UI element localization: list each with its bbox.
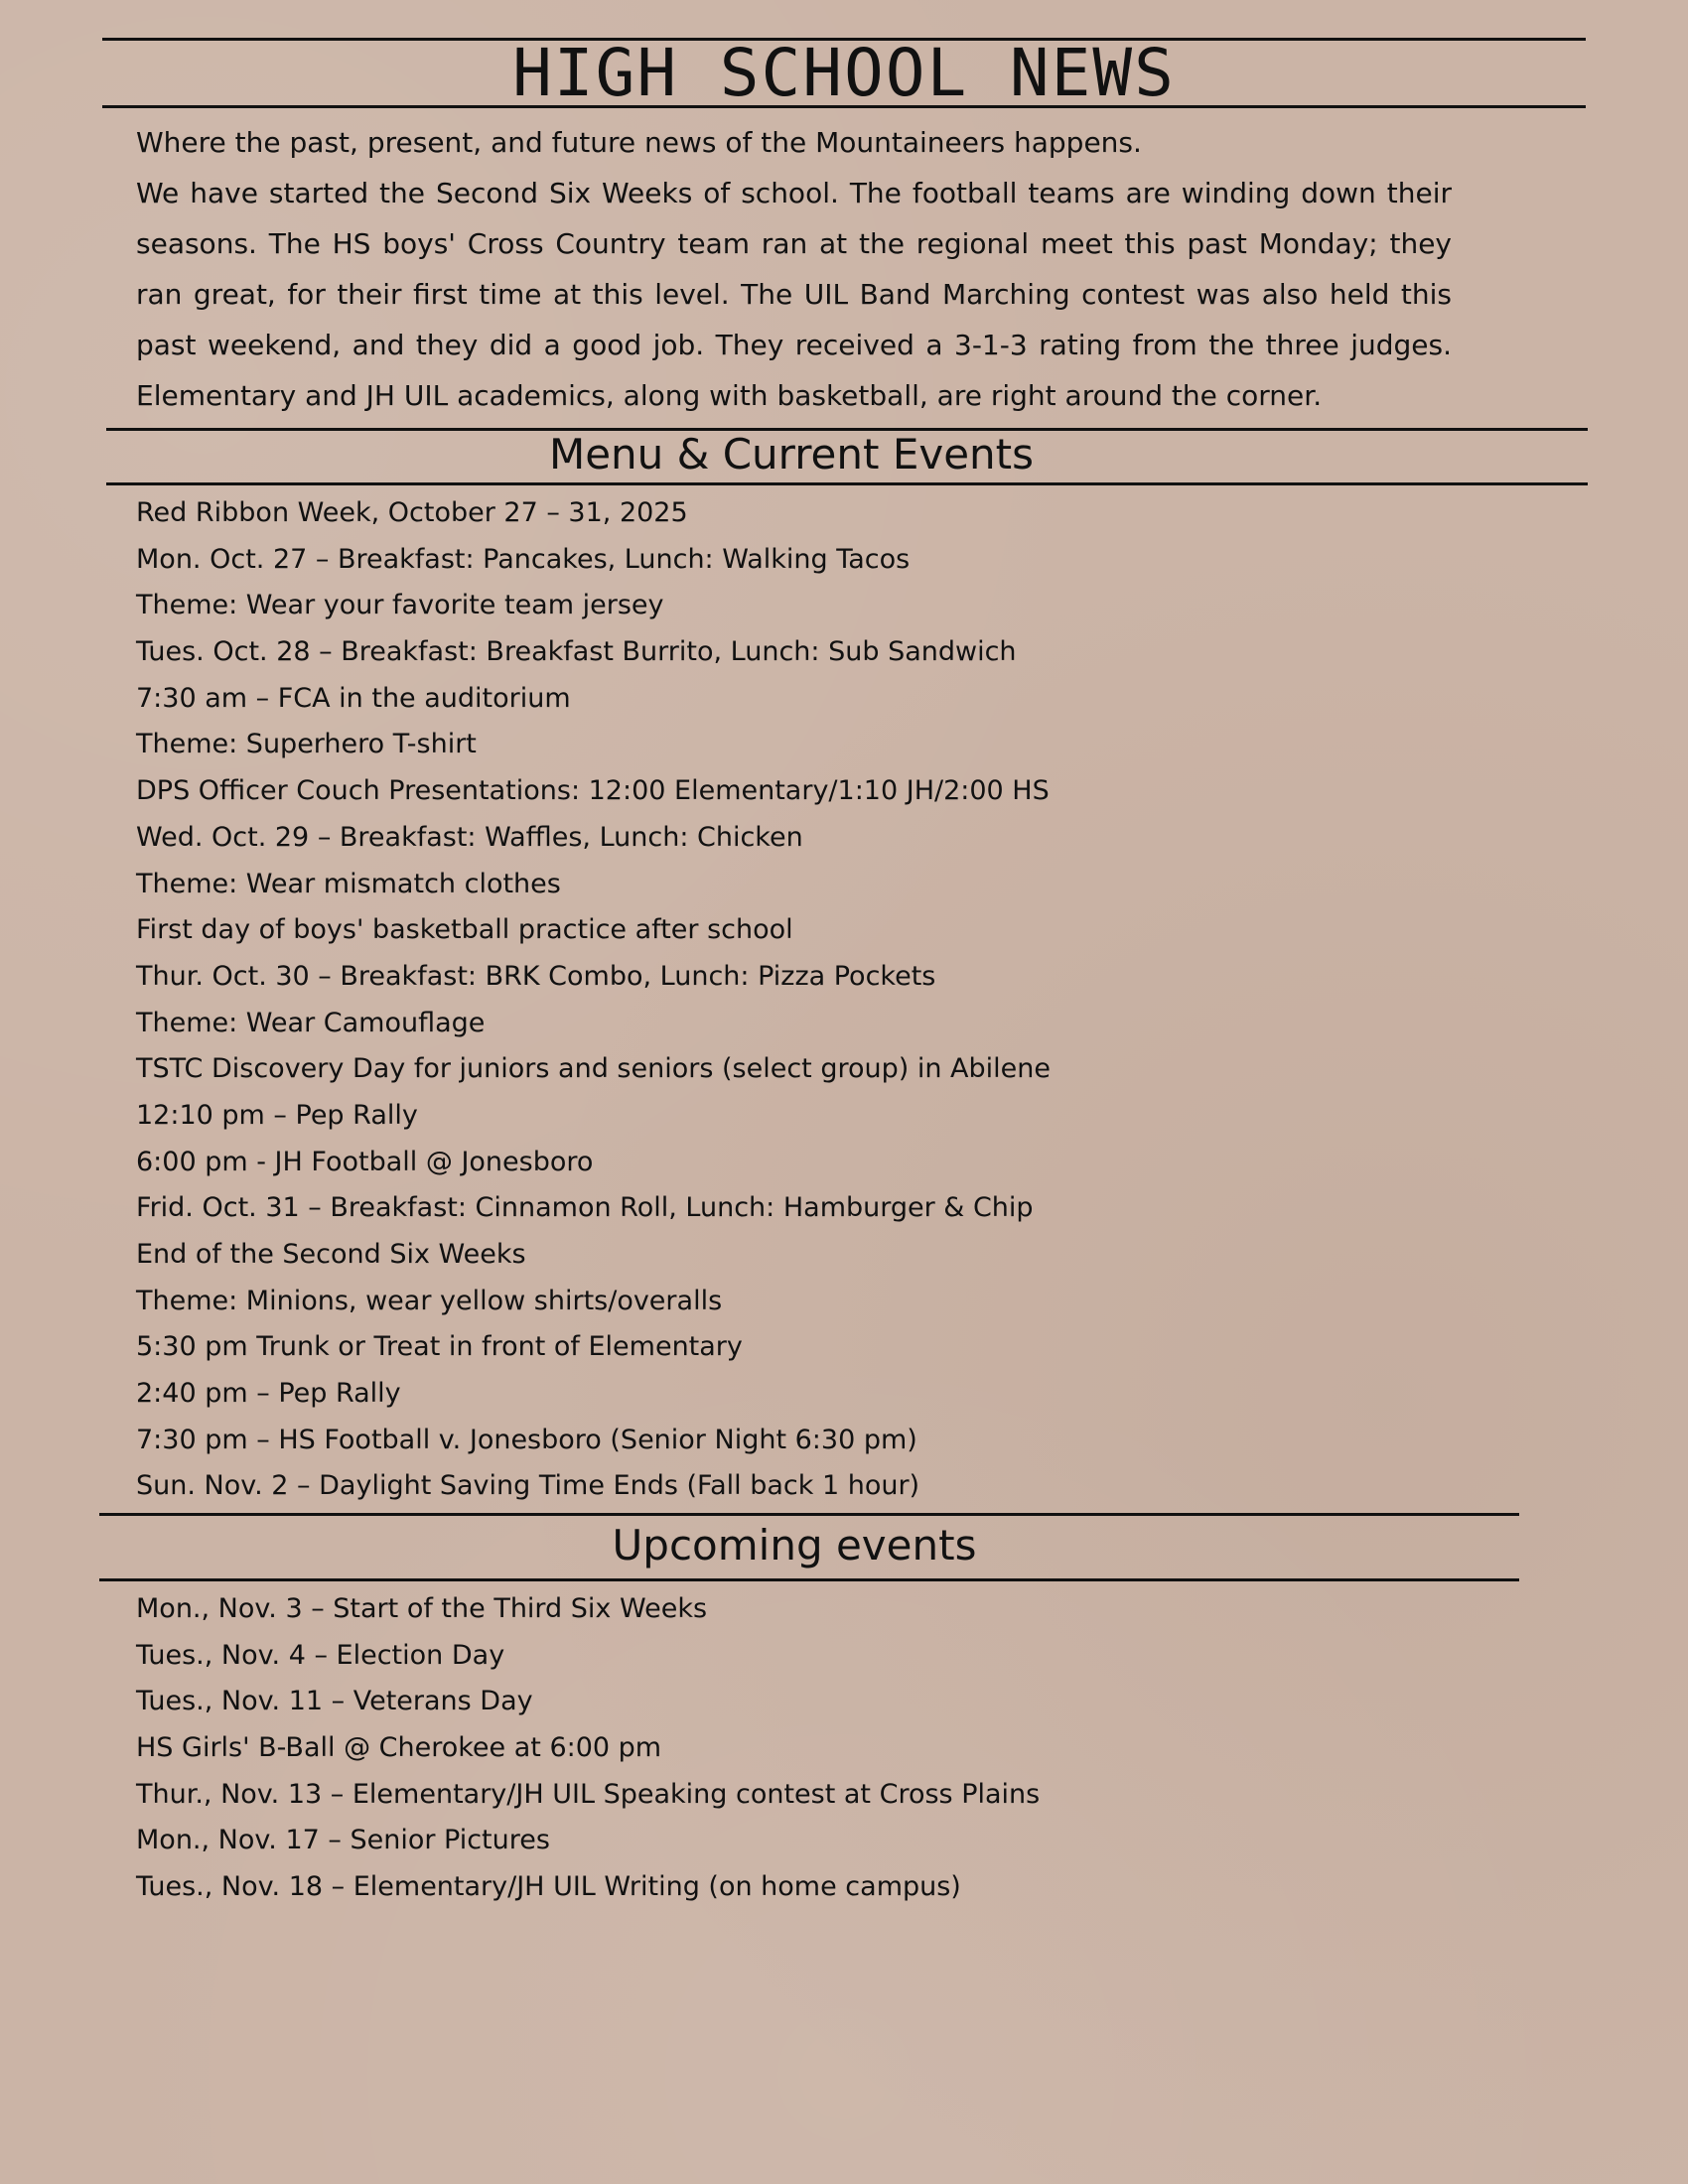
list-item: DPS Officer Couch Presentations: 12:00 Elementary/1:10 JH/2:00 HS bbox=[136, 775, 1050, 807]
intro-section bbox=[136, 117, 1452, 421]
list-item: Mon. Oct. 27 – Breakfast: Pancakes, Lunch: Walking Tacos bbox=[136, 543, 911, 575]
menu-section-title: Menu & Current Events bbox=[548, 430, 1035, 478]
intro-tagline: Where the past, present, and future news of the Mountaineers happens. bbox=[136, 126, 1142, 159]
list-item: Tues. Oct. 28 – Breakfast: Breakfast Burrito, Lunch: Sub Sandwich bbox=[136, 636, 1017, 668]
list-item: End of the Second Six Weeks bbox=[136, 1239, 526, 1270]
list-item: 2:40 pm – Pep Rally bbox=[136, 1378, 401, 1410]
list-item: Theme: Superhero T-shirt bbox=[136, 729, 477, 760]
upcoming-top-rule bbox=[99, 1513, 1519, 1516]
list-item: Theme: Minions, wear yellow shirts/overalls bbox=[136, 1285, 723, 1316]
list-item: Theme: Wear mismatch clothes bbox=[136, 868, 561, 899]
list-item: Frid. Oct. 31 – Breakfast: Cinnamon Roll, Lunch: Hamburger & Chip bbox=[136, 1192, 1034, 1224]
masthead-bottom-rule bbox=[102, 105, 1586, 108]
list-item: Red Ribbon Week, October 27 – 31, 2025 bbox=[136, 497, 688, 528]
list-item: 6:00 pm - JH Football @ Jonesboro bbox=[136, 1146, 594, 1177]
list-item: Thur., Nov. 13 – Elementary/JH UIL Speaking contest at Cross Plains bbox=[136, 1778, 1041, 1810]
list-item: Thur. Oct. 30 – Breakfast: BRK Combo, Lunch: Pizza Pockets bbox=[136, 960, 936, 992]
list-item: HS Girls' B-Ball @ Cherokee at 6:00 pm bbox=[136, 1732, 662, 1764]
list-item: 5:30 pm Trunk or Treat in front of Elementary bbox=[136, 1331, 743, 1363]
menu-bottom-rule bbox=[106, 482, 1588, 485]
upcoming-events-list bbox=[136, 1586, 1328, 1911]
list-item: TSTC Discovery Day for juniors and seniors (select group) in Abilene bbox=[136, 1053, 1052, 1085]
list-item: Sun. Nov. 2 – Daylight Saving Time Ends (Fall back 1 hour) bbox=[136, 1470, 920, 1502]
menu-events-list bbox=[136, 490, 1328, 1510]
list-item: First day of boys' basketball practice after school bbox=[136, 914, 793, 946]
intro-body: We have started the Second Six Weeks of school. The football teams are winding down their seasons. The HS boys' Cross Country team ran at the regional meet this past Monday; they ran great, for their first time at this level. The UIL Band Marching contest was also held this past weekend, and they did a good job. They received a 3-1-3 rating from the three judges. Elementary and JH UIL academics, along with basketball, are right around the corner. bbox=[136, 177, 1452, 412]
masthead-title: HIGH SCHOOL NEWS bbox=[512, 35, 1176, 111]
list-item: 7:30 pm – HS Football v. Jonesboro (Senior Night 6:30 pm) bbox=[136, 1424, 917, 1455]
list-item: 7:30 am – FCA in the auditorium bbox=[136, 682, 571, 714]
list-item: Tues., Nov. 4 – Election Day bbox=[136, 1639, 505, 1671]
list-item: Wed. Oct. 29 – Breakfast: Waffles, Lunch: Chicken bbox=[136, 821, 803, 853]
list-item: Mon., Nov. 3 – Start of the Third Six Weeks bbox=[136, 1593, 708, 1624]
list-item: Mon., Nov. 17 – Senior Pictures bbox=[136, 1825, 550, 1856]
upcoming-bottom-rule bbox=[99, 1578, 1519, 1581]
upcoming-section-title: Upcoming events bbox=[612, 1521, 977, 1570]
list-item: Tues., Nov. 18 – Elementary/JH UIL Writing (on home campus) bbox=[136, 1871, 961, 1903]
list-item: Tues., Nov. 11 – Veterans Day bbox=[136, 1686, 533, 1717]
list-item: Theme: Wear Camouflage bbox=[136, 1007, 486, 1038]
list-item: 12:10 pm – Pep Rally bbox=[136, 1099, 418, 1131]
list-item: Theme: Wear your favorite team jersey bbox=[136, 590, 664, 621]
